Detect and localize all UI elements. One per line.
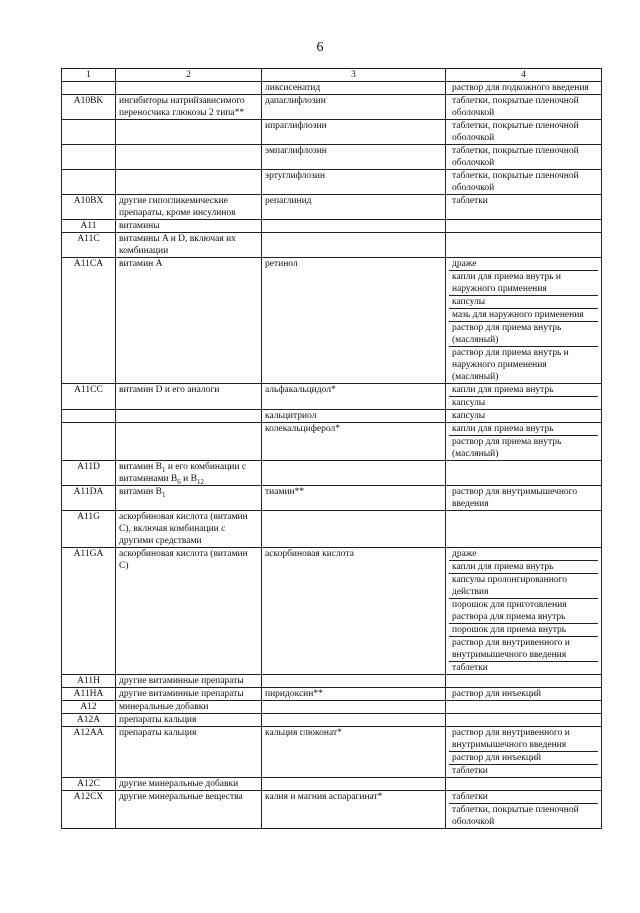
dosage-form-item: капли для приема внутрь (452, 385, 554, 395)
atc-group-cell (116, 170, 262, 195)
drug-name-cell: ретинол (262, 258, 446, 384)
table-row (62, 384, 602, 410)
dosage-form-item: таблетки (452, 196, 488, 206)
table-row (62, 82, 602, 95)
dosage-forms-cell (446, 548, 602, 675)
dosage-forms-cell (446, 778, 602, 791)
drug-name-cell (262, 461, 446, 486)
drug-name-cell: альфакальцидол* (262, 384, 446, 410)
atc-code-cell (62, 410, 116, 423)
dosage-form-item: капсулы (449, 295, 598, 308)
drug-name-cell (262, 714, 446, 727)
dosage-form-item: раствор для приема внутрь и наружного применения (масляный) (449, 346, 598, 383)
drug-name-cell (262, 778, 446, 791)
atc-group-cell (116, 410, 262, 423)
drug-name-cell: эмпаглифлозин (262, 145, 446, 170)
header-col-3: 3 (262, 69, 446, 82)
drug-table (61, 68, 602, 829)
atc-code-cell: A11D (62, 461, 116, 486)
table-row (62, 511, 602, 548)
dosage-form-item: раствор для внутримышечного введения (452, 487, 578, 509)
atc-group-cell: другие минеральные вещества (116, 791, 262, 829)
table-row (62, 688, 602, 701)
dosage-forms-cell (446, 688, 602, 701)
atc-code-cell: A11C (62, 233, 116, 258)
dosage-forms-cell (446, 714, 602, 727)
atc-group-cell: ингибиторы натрийзависимого переносчика глюкозы 2 типа** (116, 95, 262, 120)
dosage-forms-cell (446, 423, 602, 461)
atc-code-cell: A10BK (62, 95, 116, 120)
drug-name-cell: колекальциферол* (262, 423, 446, 461)
dosage-form-item (449, 778, 598, 790)
drug-name-cell: тиамин** (262, 486, 446, 511)
header-col-4: 4 (446, 69, 602, 82)
atc-code-cell (62, 120, 116, 145)
drug-name-cell (262, 511, 446, 548)
dosage-forms-cell (446, 486, 602, 511)
atc-group-cell (116, 120, 262, 145)
dosage-forms-cell (446, 701, 602, 714)
dosage-forms-cell (446, 233, 602, 258)
atc-group-cell: витамины A и D, включая их комбинации (116, 233, 262, 258)
table-row (62, 727, 602, 778)
atc-code-cell: A12CX (62, 791, 116, 829)
dosage-form-item: раствор для подкожного введения (452, 83, 589, 93)
drug-name-cell: эртуглифлозин (262, 170, 446, 195)
dosage-form-item: раствор для внутривенного и внутримышечного введения (449, 636, 598, 661)
dosage-forms-cell (446, 82, 602, 95)
table-row (62, 423, 602, 461)
dosage-forms-cell (446, 791, 602, 829)
atc-group-cell: витамин $B_1$ (116, 486, 262, 511)
drug-name-cell: репаглинид (262, 195, 446, 220)
atc-code-cell: A12A (62, 714, 116, 727)
drug-name-cell (262, 220, 446, 233)
table-row (62, 258, 602, 384)
atc-group-cell: другие гипогликемические препараты, кроме инсулинов (116, 195, 262, 220)
dosage-form-item: таблетки (449, 764, 598, 777)
dosage-form-item: таблетки, покрытые пленочной оболочкой (452, 121, 579, 143)
atc-group-cell: аскорбиновая кислота (витамин C), включая комбинации с другими средствами (116, 511, 262, 548)
dosage-form-item: таблетки (452, 792, 488, 802)
dosage-form-item: драже (452, 549, 477, 559)
dosage-forms-cell (446, 220, 602, 233)
table-row (62, 486, 602, 511)
atc-group-cell (116, 145, 262, 170)
table-row (62, 675, 602, 688)
atc-group-cell: витамин $B_1$ и его комбинации с витаминами $B_6$ и $B_{12}$ (116, 461, 262, 486)
atc-code-cell: A12AA (62, 727, 116, 778)
dosage-form-item: раствор для внутривенного и внутримышечного введения (452, 728, 570, 750)
dosage-form-item: капсулы (452, 411, 486, 421)
atc-code-cell: A11 (62, 220, 116, 233)
atc-code-cell: A12 (62, 701, 116, 714)
dosage-forms-cell (446, 145, 602, 170)
atc-code-cell (62, 423, 116, 461)
dosage-forms-cell (446, 727, 602, 778)
atc-code-cell (62, 170, 116, 195)
drug-name-cell (262, 233, 446, 258)
dosage-form-item (449, 220, 598, 232)
dosage-form-item: таблетки, покрытые пленочной оболочкой (452, 146, 579, 168)
drug-name-cell (262, 675, 446, 688)
atc-code-cell: A11H (62, 675, 116, 688)
dosage-form-item: драже (452, 259, 477, 269)
drug-name-cell: ликсисенатид (262, 82, 446, 95)
table-row (62, 120, 602, 145)
table-row (62, 791, 602, 829)
header-col-1: 1 (62, 69, 116, 82)
atc-code-cell (62, 82, 116, 95)
atc-group-cell: другие витаминные препараты (116, 688, 262, 701)
atc-group-cell: другие витаминные препараты (116, 675, 262, 688)
dosage-form-item: раствор для инъекций (452, 689, 542, 699)
dosage-forms-cell (446, 461, 602, 486)
dosage-form-item: капли для приема внутрь и наружного применения (449, 270, 598, 295)
atc-group-cell: другие минеральные добавки (116, 778, 262, 791)
dosage-forms-cell (446, 511, 602, 548)
dosage-form-item: таблетки, покрытые пленочной оболочкой (452, 96, 579, 118)
atc-group-cell: препараты кальция (116, 714, 262, 727)
atc-code-cell: A12C (62, 778, 116, 791)
dosage-form-item: таблетки (449, 661, 598, 674)
atc-code-cell: A11DA (62, 486, 116, 511)
drug-name-cell: пиридоксин** (262, 688, 446, 701)
atc-group-cell: витамин D и его аналоги (116, 384, 262, 410)
dosage-form-item (449, 461, 598, 473)
dosage-forms-cell (446, 384, 602, 410)
dosage-form-item: порошок для приема внутрь (449, 623, 598, 636)
drug-name-cell: кальция глюконат* (262, 727, 446, 778)
table-row (62, 145, 602, 170)
drug-name-cell (262, 701, 446, 714)
drug-name-cell: аскорбиновая кислота (262, 548, 446, 675)
page-number: 6 (316, 40, 324, 55)
dosage-form-item: раствор для инъекций (449, 751, 598, 764)
dosage-forms-cell (446, 258, 602, 384)
drug-name-cell: кальцитриол (262, 410, 446, 423)
table-row (62, 778, 602, 791)
dosage-form-item (449, 233, 598, 245)
dosage-form-item: капсулы пролонгированного действия (449, 573, 598, 598)
dosage-form-item: раствор для приема внутрь (масляный) (449, 435, 598, 460)
atc-group-cell: препараты кальция (116, 727, 262, 778)
dosage-form-item (449, 701, 598, 713)
atc-group-cell: витамины (116, 220, 262, 233)
drug-name-cell: калия и магния аспарагинат* (262, 791, 446, 829)
table-row (62, 714, 602, 727)
dosage-form-item: капсулы (449, 396, 598, 409)
table-row (62, 195, 602, 220)
atc-group-cell (116, 82, 262, 95)
atc-code-cell: A11GA (62, 548, 116, 675)
dosage-form-item: таблетки, покрытые пленочной оболочкой (449, 803, 598, 828)
dosage-form-item: таблетки, покрытые пленочной оболочкой (452, 171, 579, 193)
dosage-form-item: мазь для наружного применения (449, 308, 598, 321)
atc-group-cell: витамин A (116, 258, 262, 384)
drug-name-cell: дапаглифлозин (262, 95, 446, 120)
atc-code-cell: A11CC (62, 384, 116, 410)
atc-code-cell: A11HA (62, 688, 116, 701)
header-col-2: 2 (116, 69, 262, 82)
header-row (62, 69, 602, 82)
table-row (62, 548, 602, 675)
atc-group-cell: аскорбиновая кислота (витамин C) (116, 548, 262, 675)
dosage-forms-cell (446, 95, 602, 120)
dosage-form-item: порошок для приготовления раствора для приема внутрь (449, 598, 598, 623)
dosage-form-item (449, 675, 598, 687)
dosage-form-item: раствор для приема внутрь (масляный) (449, 321, 598, 346)
atc-group-cell (116, 423, 262, 461)
atc-code-cell: A11CA (62, 258, 116, 384)
dosage-forms-cell (446, 675, 602, 688)
atc-group-cell: минеральные добавки (116, 701, 262, 714)
table-body (62, 82, 602, 829)
table-row (62, 701, 602, 714)
table-row (62, 233, 602, 258)
table-row (62, 170, 602, 195)
table-row (62, 410, 602, 423)
atc-code-cell: A10BX (62, 195, 116, 220)
drug-name-cell: ипраглифлозин (262, 120, 446, 145)
atc-code-cell: A11G (62, 511, 116, 548)
dosage-forms-cell (446, 170, 602, 195)
table-row (62, 220, 602, 233)
dosage-form-item (449, 714, 598, 726)
dosage-form-item: капли для приема внутрь (449, 560, 598, 573)
table-row (62, 95, 602, 120)
dosage-form-item (449, 511, 598, 523)
atc-code-cell (62, 145, 116, 170)
dosage-forms-cell (446, 195, 602, 220)
dosage-forms-cell (446, 120, 602, 145)
table-row (62, 461, 602, 486)
dosage-forms-cell (446, 410, 602, 423)
dosage-form-item: капли для приема внутрь (452, 424, 554, 434)
